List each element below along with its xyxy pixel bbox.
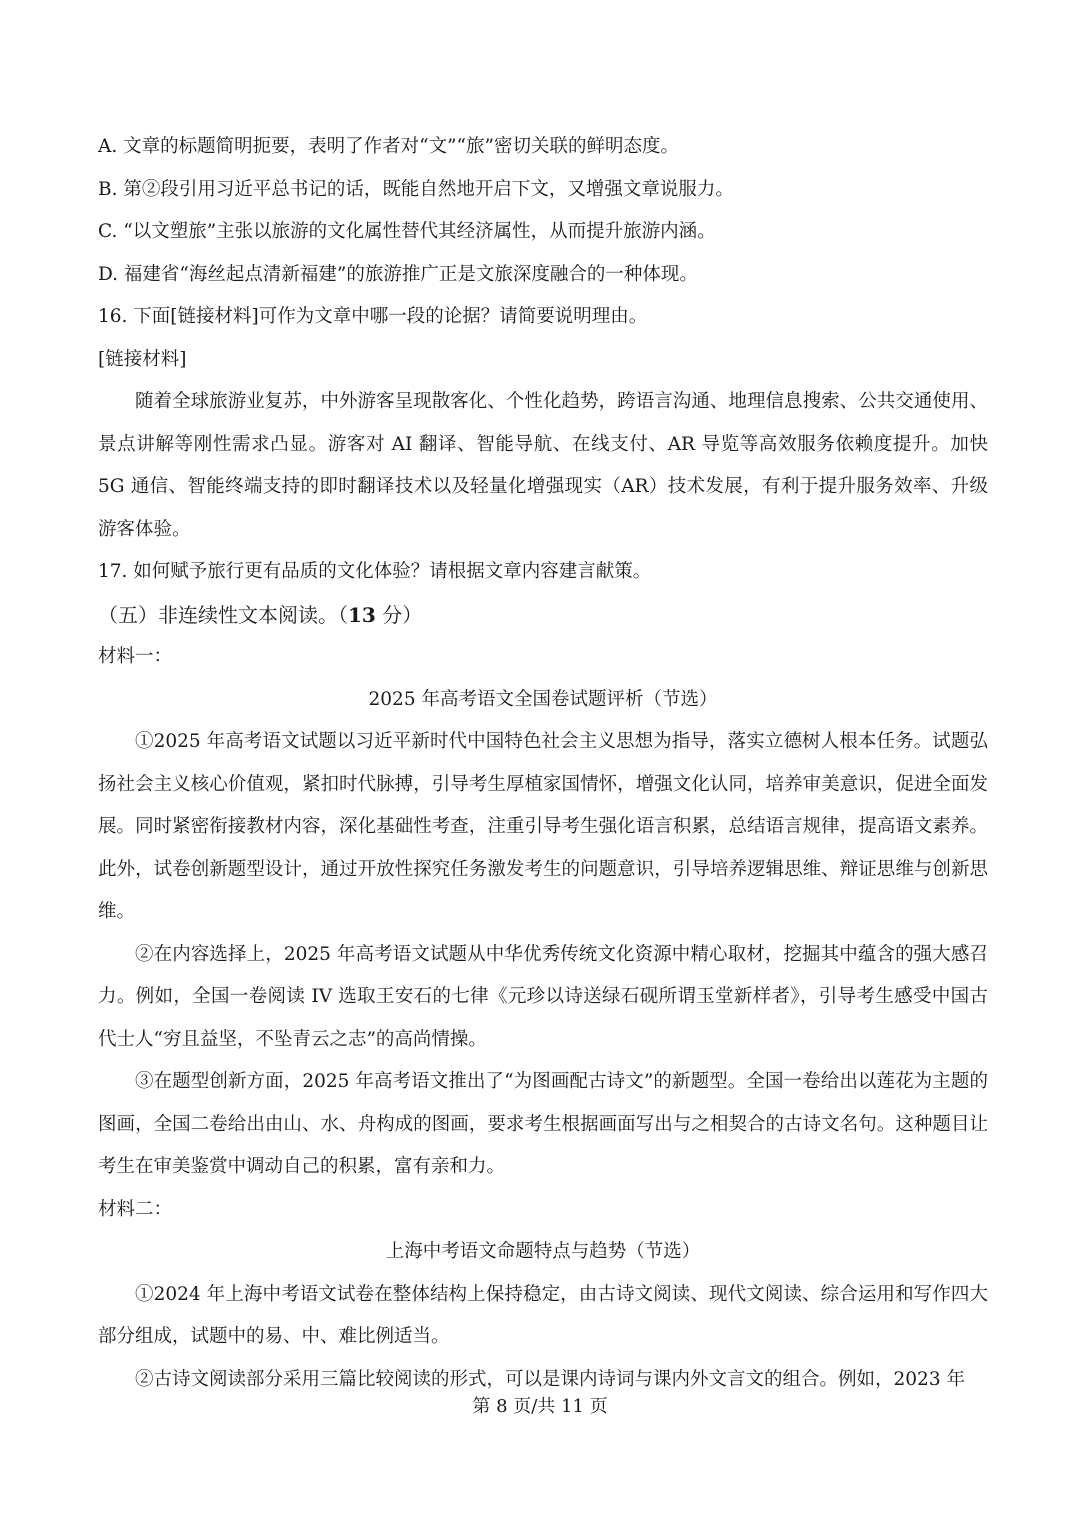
material-1-paragraph-2: ②在内容选择上，2025 年高考语文试题从中华优秀传统文化资源中精心取材，挖掘其中蕴含的强大感召力。例如，全国一卷阅读 IV 选取王安石的七律《元珍以诗送绿石砚所谓玉堂新样者》，引导考生感受中国古代士人“穷且益坚，不坠青云之志”的高尚情操。 bbox=[98, 943, 988, 1050]
section-5-suffix: 分） bbox=[375, 602, 423, 627]
material-2-paragraph-1: ①2024 年上海中考语文试卷在整体结构上保持稳定，由古诗文阅读、现代文阅读、综合运用和写作四大部分组成，试题中的易、中、难比例适当。 bbox=[98, 1283, 988, 1347]
material-2-title: 上海中考语文命题特点与趋势（节选） bbox=[385, 1241, 701, 1262]
section-5-prefix: （五）非连续性文本阅读。（ bbox=[98, 602, 348, 627]
option-d: D. 福建省“海丝起点清新福建”的旅游推广正是文旅深度融合的一种体现。 bbox=[98, 263, 698, 285]
section-5-heading bbox=[98, 594, 988, 637]
option-b: B. 第②段引用习近平总书记的话，既能自然地开启下文，又增强文章说服力。 bbox=[98, 178, 734, 200]
question-16: 16. 下面[链接材料]可作为文章中哪一段的论据？请简要说明理由。 bbox=[98, 306, 648, 327]
exam-page-content bbox=[98, 126, 988, 1401]
option-a: A. 文章的标题简明扼要，表明了作者对“文”“旅”密切关联的鲜明态度。 bbox=[98, 136, 679, 157]
link-material-label: [链接材料] bbox=[98, 348, 187, 370]
option-c: C. “以文塑旅”主张以旅游的文化属性替代其经济属性，从而提升旅游内涵。 bbox=[98, 221, 716, 242]
material-1-title: 2025 年高考语文全国卷试题评析（节选） bbox=[368, 688, 718, 710]
material-2-paragraph-2: ②古诗文阅读部分采用三篇比较阅读的形式，可以是课内诗词与课内外文言文的组合。例如，2023 年 bbox=[135, 1368, 965, 1390]
section-5-score: 13 bbox=[348, 602, 376, 627]
material-2-label: 材料二： bbox=[98, 1198, 173, 1220]
question-17: 17. 如何赋予旅行更有品质的文化体验？请根据文章内容建言献策。 bbox=[98, 561, 652, 582]
page-footer: 第 8 页/共 11 页 bbox=[472, 1396, 608, 1417]
material-1-label: 材料一： bbox=[98, 646, 173, 667]
link-material-text: 随着全球旅游业复苏，中外游客呈现散客化、个性化趋势，跨语言沟通、地理信息搜索、公共交通使用、景点讲解等刚性需求凸显。游客对 AI 翻译、智能导航、在线支付、AR 导览等高效服务依赖度提升。加快 5G 通信、智能终端支持的即时翻译技术以及轻量化增强现实（AR）技术发展，有利于提升服务效率、升级游客体验。 bbox=[98, 391, 988, 540]
material-1-paragraph-1: ①2025 年高考语文试题以习近平新时代中国特色社会主义思想为指导，落实立德树人根本任务。试题弘扬社会主义核心价值观，紧扣时代脉搏，引导考生厚植家国情怀，增强文化认同，培养审美意识，促进全面发展。同时紧密衔接教材内容，深化基础性考查，注重引导考生强化语言积累，总结语言规律，提高语文素养。此外，试卷创新题型设计，通过开放性探究任务激发考生的问题意识，引导培养逻辑思维、辩证思维与创新思维。 bbox=[98, 731, 988, 922]
material-1-paragraph-3: ③在题型创新方面，2025 年高考语文推出了“为图画配古诗文”的新题型。全国一卷给出以莲花为主题的图画，全国二卷给出由山、水、舟构成的图画，要求考生根据画面写出与之相契合的古诗文名句。这种题目让考生在审美鉴赏中调动自己的积累，富有亲和力。 bbox=[98, 1071, 988, 1177]
